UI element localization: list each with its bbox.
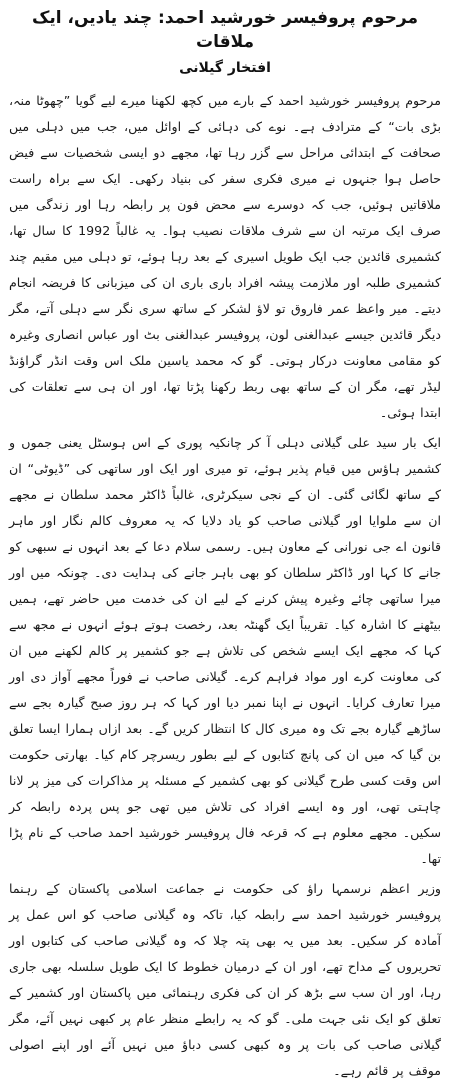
article-paragraph: ایک بار سید علی گیلانی دہلی آ کر چانکیہ پوری کے اس ہوسٹل یعنی جموں و کشمیر ہاؤس میں قیام پذیر ہوئے، تو میری اور ایک اور ساتھی کی ”ڈیوٹی“ ان کے ساتھ لگائی گئی۔ ان کے نجی سیکرٹری، غالباً ڈاکٹر محمد سلطان نے مجھے ان سے ملوایا اور گیلانی صاحب کو یاد دلایا کہ یہ معروف کالم نگار اور ماہر قانون اے جی نورانی کے معاون ہیں۔ رسمی سلام دعا کے بعد انہوں نے سبھی کو جانے کا کہا اور ڈاکٹر سلطان کو بھی باہر جانے کی ہدایت دی۔ چونکہ میں اور میرا ساتھی چائے وغیرہ پیش کرنے کے لیے ان کی خدمت میں حاضر تھے، ہمیں بیٹھنے کا اشارہ کیا۔ تقریباً ایک گھنٹہ بعد، رخصت ہوتے ہوئے انہوں نے مجھ سے کہا کہ مجھے ایک ایسے شخص کی تلاش ہے جو کشمیر پر کالم لکھنے میں ان کی معاونت کرے اور مواد فراہم کرے۔ گیلانی صاحب نے فوراً مجھے آواز دی اور میرا تعارف کرایا۔ انہوں نے اپنا نمبر دیا اور کہا کہ ہر روز صبح گیارہ بجے سے ساڑھے گیارہ بجے تک وہ میری کال کا انتظار کریں گے۔ بعد ازاں ہمارا ایسا تعلق بن گیا کہ میں ان کی پانچ کتابوں کے لیے بطور ریسرچر کام کیا۔ بھارتی حکومت اس وقت کسی طرح گیلانی کو بھی کشمیر کے مسئلہ پر مذاکرات کی میز پر لانا چاہتی تھی، اور وہ ایسے افراد کی تلاش میں تھی جو پس پردہ رابطہ کر سکیں۔ مجھے معلوم ہے کہ قرعہ فال پروفیسر خورشید احمد صاحب کے نام پڑا تھا۔ (9, 435, 441, 866)
article-paragraph: مرحوم پروفیسر خورشید احمد کے بارے میں کچھ لکھنا میرے لیے گویا ”چھوٹا منہ، بڑی بات“ کے مترادف ہے۔ نوے کی دہائی کے اوائل میں، جب میں دہلی میں صحافت کے ابتدائی مراحل سے گزر رہا تھا، مجھے دو ایسی شخصیات سے فیض حاصل ہوا جنہوں نے میری فکری سفر کی بنیاد رکھی۔ ایک سے براہ راست ملاقاتیں ہوئیں، جب کہ دوسرے سے محض فون پر رابطہ رہا اور زندگی میں صرف ایک مرتبہ ان سے شرف ملاقات نصیب ہوا۔ یہ غالباً 1992 کا سال تھا، کشمیری قائدین جب ایک طویل اسیری کے بعد رہا ہوئے، تو دہلی میں مقیم چند کشمیری طلبہ اور ملازمت پیشہ افراد باری باری ان کی میزبانی کا فریضہ انجام دیتے۔ میر واعظ عمر فاروق تو لاؤ لشکر کے ساتھ سری نگر سے دہلی آتے، مگر دیگر قائدین جیسے عبدالغنی لون، پروفیسر عبدالغنی بٹ اور عباس انصاری وغیرہ کو مقامی معاونت درکار ہوتی۔ گو کہ محمد یاسین ملک اس وقت انڈر گراؤنڈ لیڈر تھے، مگر ان کے ساتھ بھی ربط رکھنا پڑتا تھا، اور ان ہی سے تعلقات کی ابتدا ہوئی۔ (9, 93, 442, 420)
article-body (9, 88, 441, 1084)
article-title: مرحوم پروفیسر خورشید احمد: چند یادیں، ایک ملاقات (32, 8, 418, 52)
article-author: افتخار گیلانی (179, 60, 271, 76)
article-paragraph: وزیر اعظم نرسمہا راؤ کی حکومت نے جماعت اسلامی پاکستان کے رہنما پروفیسر خورشید احمد سے رابطہ کیا، تاکہ وہ گیلانی صاحب کو اس عمل پر آمادہ کر سکیں۔ بعد میں یہ بھی پتہ چلا کہ وہ گیلانی صاحب کی کتابوں اور تحریروں کے مداح تھے، اور ان کے درمیان خطوط کا ایک طویل سلسلہ بھی جاری رہا، اور ان سب سے بڑھ کر ان کی فکری رہنمائی میں پاکستان اور کشمیر کے تعلق کو ایک نئی جہت ملی۔ گو کہ یہ رابطے منظر عام پر کبھی نہیں آئے، مگر گیلانی صاحب کی بات پر وہ کبھی کسی دباؤ میں نہیں آئے اور اپنے اصولی موقف پر قائم رہے۔ (9, 881, 441, 1078)
